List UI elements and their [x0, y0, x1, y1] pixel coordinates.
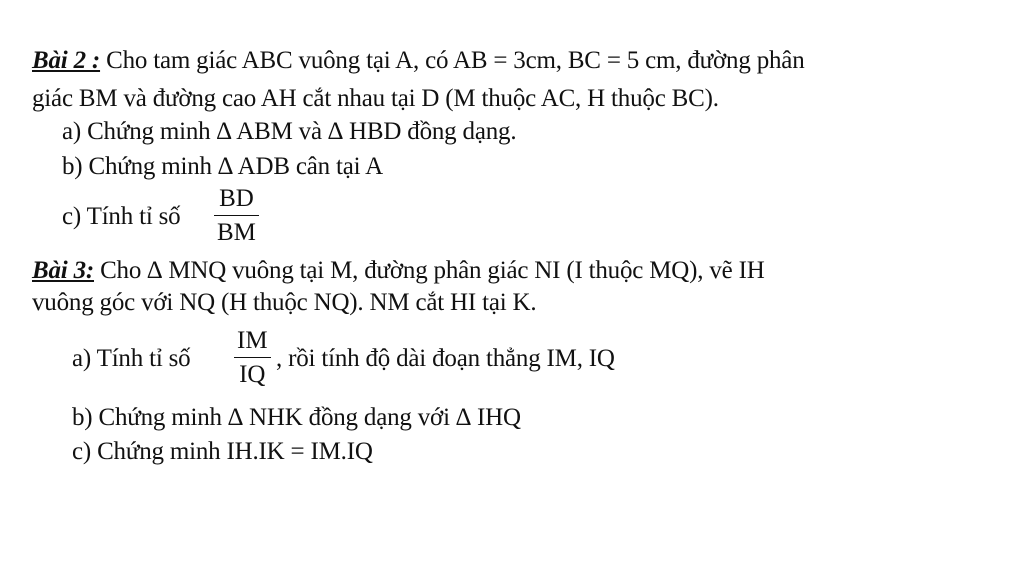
bai2-heading: Bài 2 : — [32, 47, 101, 74]
bai3-line1 — [32, 256, 765, 286]
bai2-part-a: a) Chứng minh ∆ ABM và ∆ HBD đồng dạng. — [62, 118, 517, 145]
fraction-bar — [234, 357, 271, 358]
bai2-intro-text: Cho tam giác ABC vuông tại A, có AB = 3cm, BC = 5 cm, đường phân — [106, 47, 805, 74]
bai3-part-b: b) Chứng minh ∆ NHK đồng dạng với ∆ IHQ — [72, 404, 521, 431]
bai3-intro-text: Cho ∆ MNQ vuông tại M, đường phân giác NI (I thuộc MQ), vẽ IH — [100, 257, 765, 284]
bai2-part-c-prefix: c) Tính tỉ số — [62, 203, 181, 230]
bai3-part-a-prefix: a) Tính tỉ số — [72, 345, 191, 372]
bai3-part-a-fraction — [234, 327, 271, 389]
bai2-part-b: b) Chứng minh ∆ ADB cân tại A — [62, 153, 383, 180]
bai3-heading: Bài 3: — [32, 257, 94, 284]
bai2-part-c-fraction — [214, 185, 259, 247]
bai2-line1 — [32, 46, 805, 76]
fraction-denominator: IQ — [239, 361, 266, 388]
fraction-bar — [214, 215, 259, 216]
fraction-numerator: BD — [219, 185, 254, 212]
bai3-part-c: c) Chứng minh IH.IK = IM.IQ — [72, 438, 373, 465]
bai3-part-a-suffix: , rồi tính độ dài đoạn thẳng IM, IQ — [276, 345, 615, 372]
bai3-part-a — [72, 344, 190, 374]
bai3-line2: vuông góc với NQ (H thuộc NQ). NM cắt HI tại K. — [32, 289, 537, 316]
fraction-numerator: IM — [237, 327, 268, 354]
fraction-denominator: BM — [217, 219, 256, 246]
bai2-line2: giác BM và đường cao AH cắt nhau tại D (M thuộc AC, H thuộc BC). — [32, 85, 719, 112]
